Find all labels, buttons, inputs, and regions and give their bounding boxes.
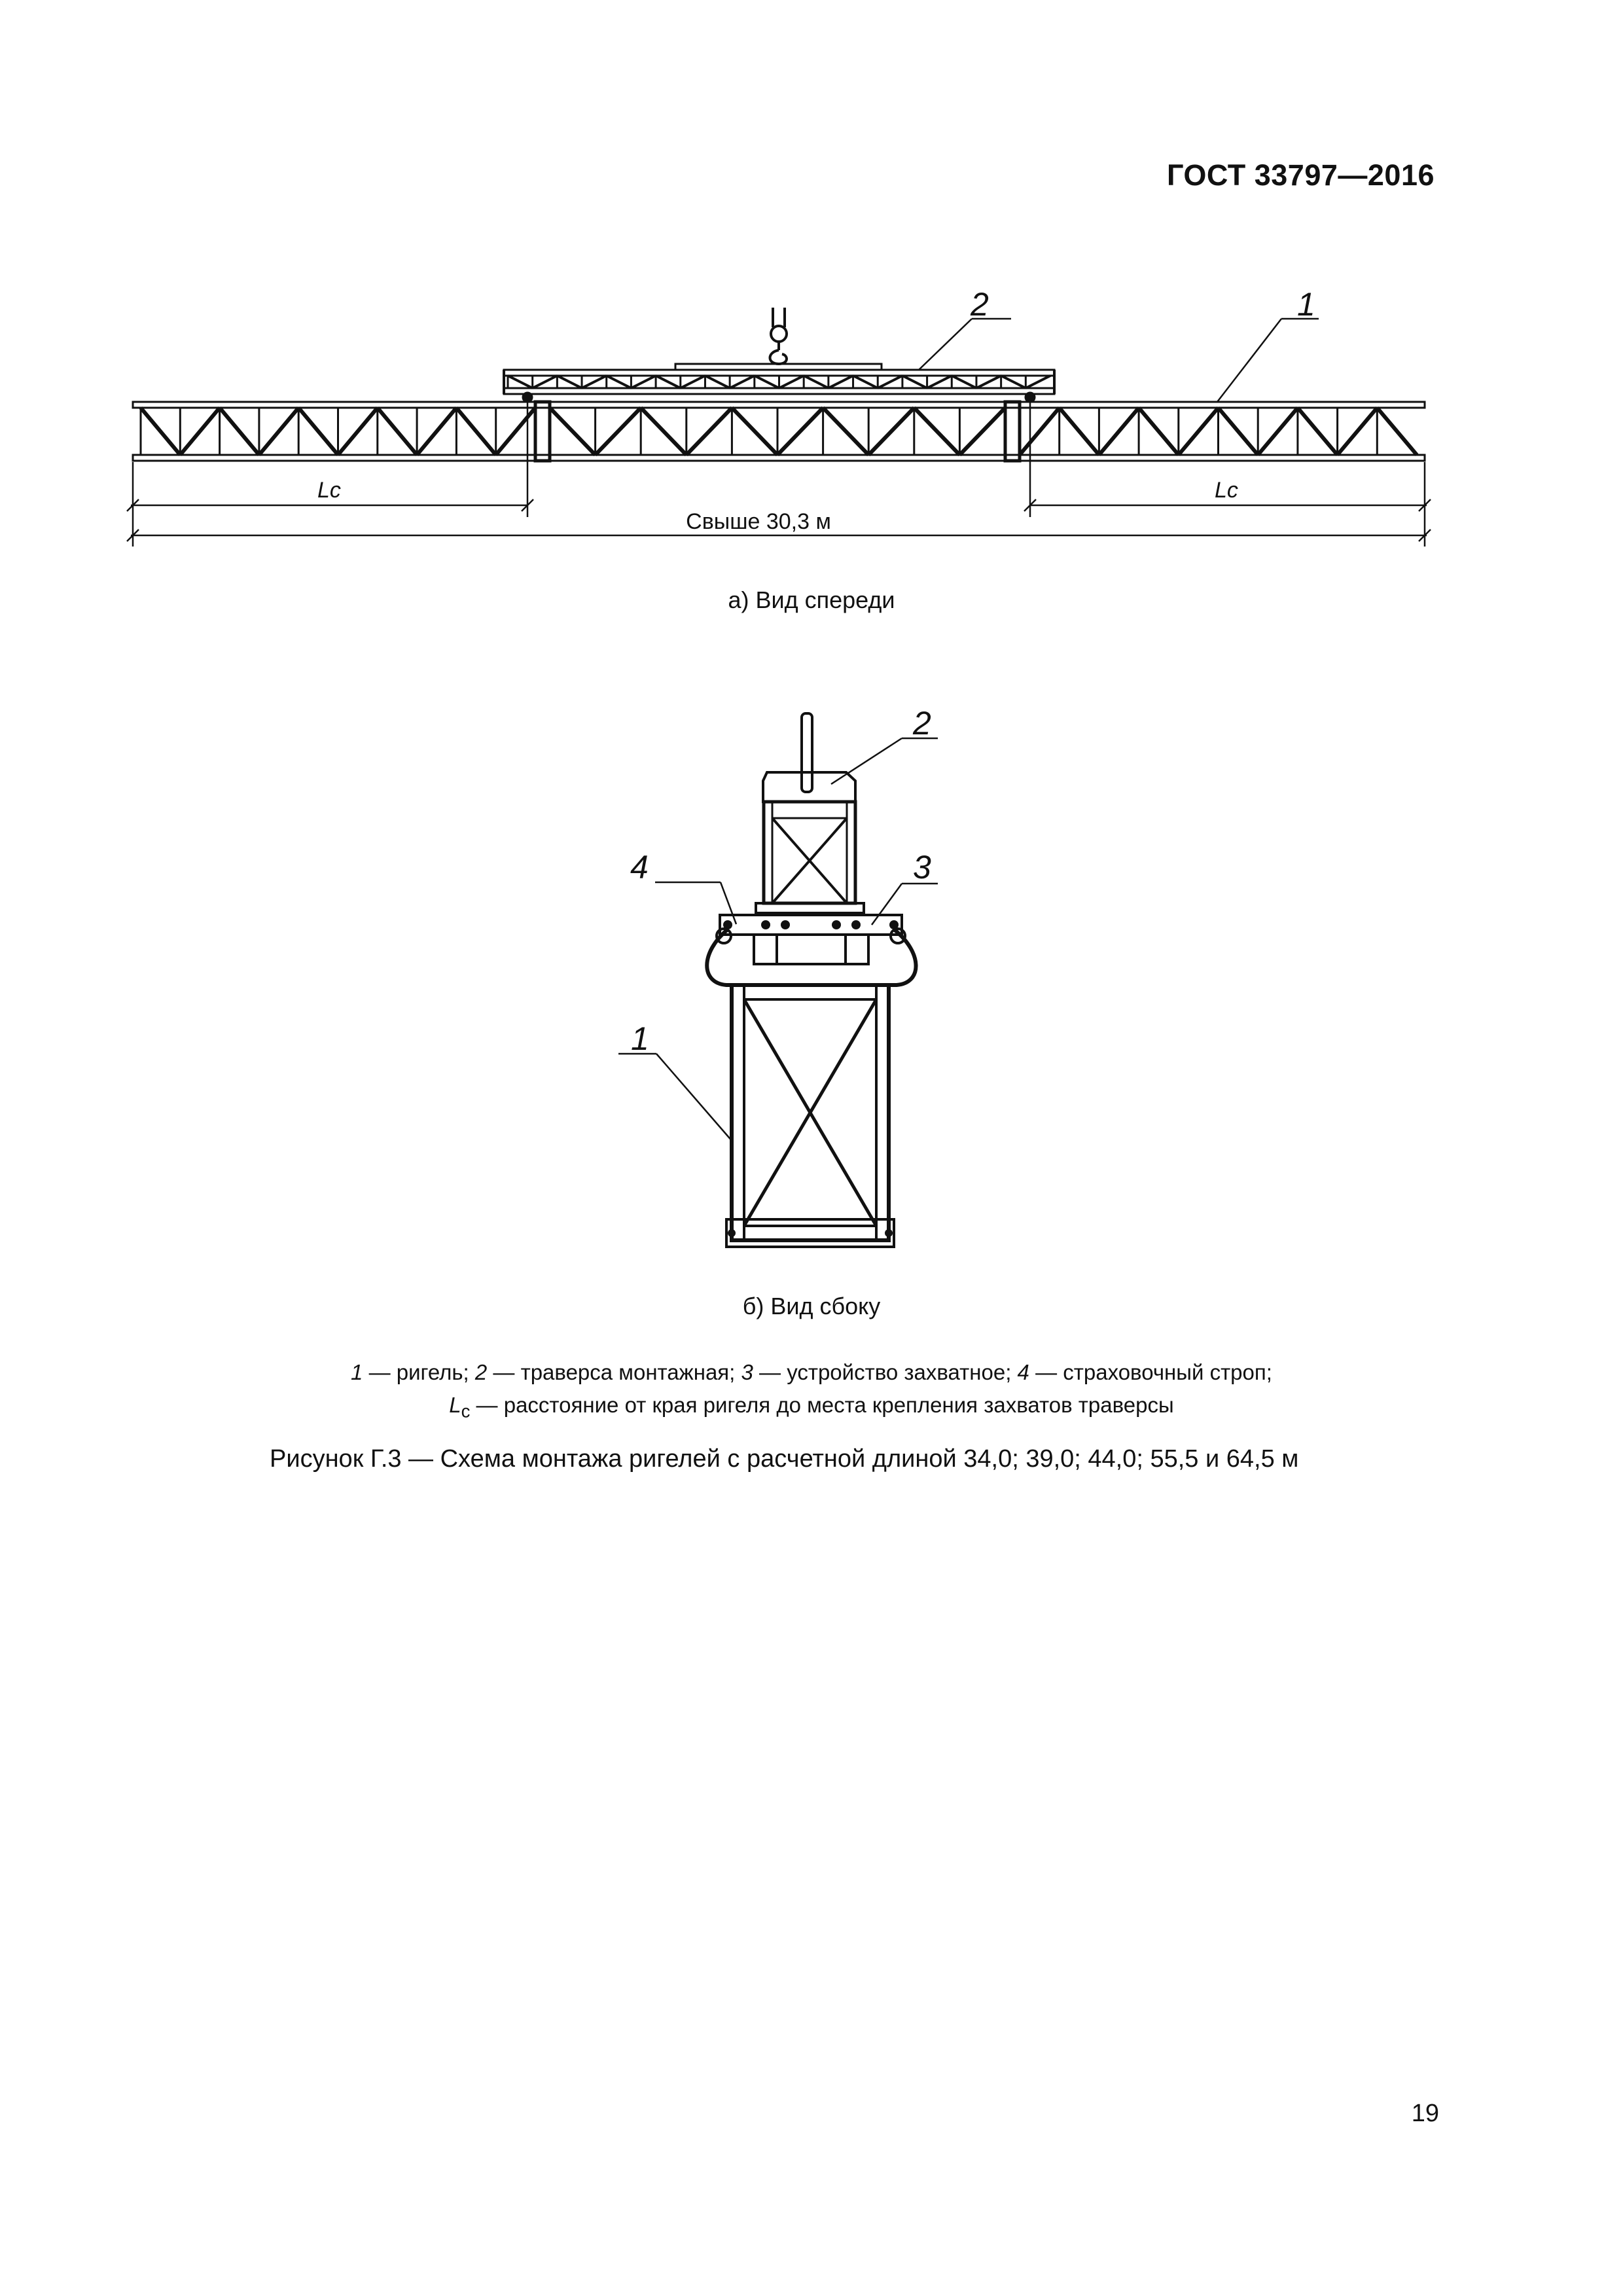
figure-title: Рисунок Г.3 — Схема монтажа ригелей с расчетной длиной 34,0; 39,0; 44,0; 55,5 и 64,5 м [270, 1445, 1299, 1473]
figure-legend [0, 1356, 1623, 1428]
side-view-drawing [618, 705, 938, 1247]
traverse-web [508, 376, 1050, 388]
side-view-caption: б) Вид сбоку [742, 1293, 881, 1319]
page-number: 19 [1411, 2100, 1439, 2127]
traverse-bottom-chord [504, 388, 1054, 394]
dim-right-label: Lc [1215, 478, 1238, 503]
dim-left-label: Lc [317, 478, 341, 503]
legend-line-1: 1 — ригель; 2 — траверса монтажная; 3 — устройство захватное; 4 — страховочный строп; [351, 1360, 1272, 1384]
girder-web [141, 408, 1417, 455]
lc-subscript: c [461, 1401, 471, 1422]
lc-symbol: L [449, 1393, 461, 1417]
crane-hook-icon [770, 308, 787, 364]
front-view-drawing [127, 286, 1431, 547]
legend-line-2: $L_c$ — расстояние от края ригеля до места крепления захватов траверсы [449, 1393, 1174, 1422]
leader-lines [919, 319, 1319, 402]
callout-3-side: 3 [913, 849, 931, 886]
callout-2-front: 2 [971, 286, 989, 323]
grab-hanger-right [846, 935, 868, 964]
front-view-caption: а) Вид спереди [728, 586, 895, 613]
callout-4-side: 4 [630, 849, 649, 886]
grab-hanger-left [754, 935, 777, 964]
traverse-body [764, 802, 855, 903]
grab-beam [720, 915, 902, 935]
callout-1-front: 1 [1297, 286, 1315, 323]
dim-total-label: Свыше 30,3 м [686, 509, 831, 534]
girder-top-chord [133, 402, 1425, 408]
document-code: ГОСТ 33797—2016 [1166, 158, 1435, 192]
callout-2-side: 2 [913, 705, 931, 742]
traverse-hook-icon [802, 713, 812, 792]
safety-sling [707, 929, 916, 985]
callout-1-side: 1 [631, 1020, 649, 1057]
